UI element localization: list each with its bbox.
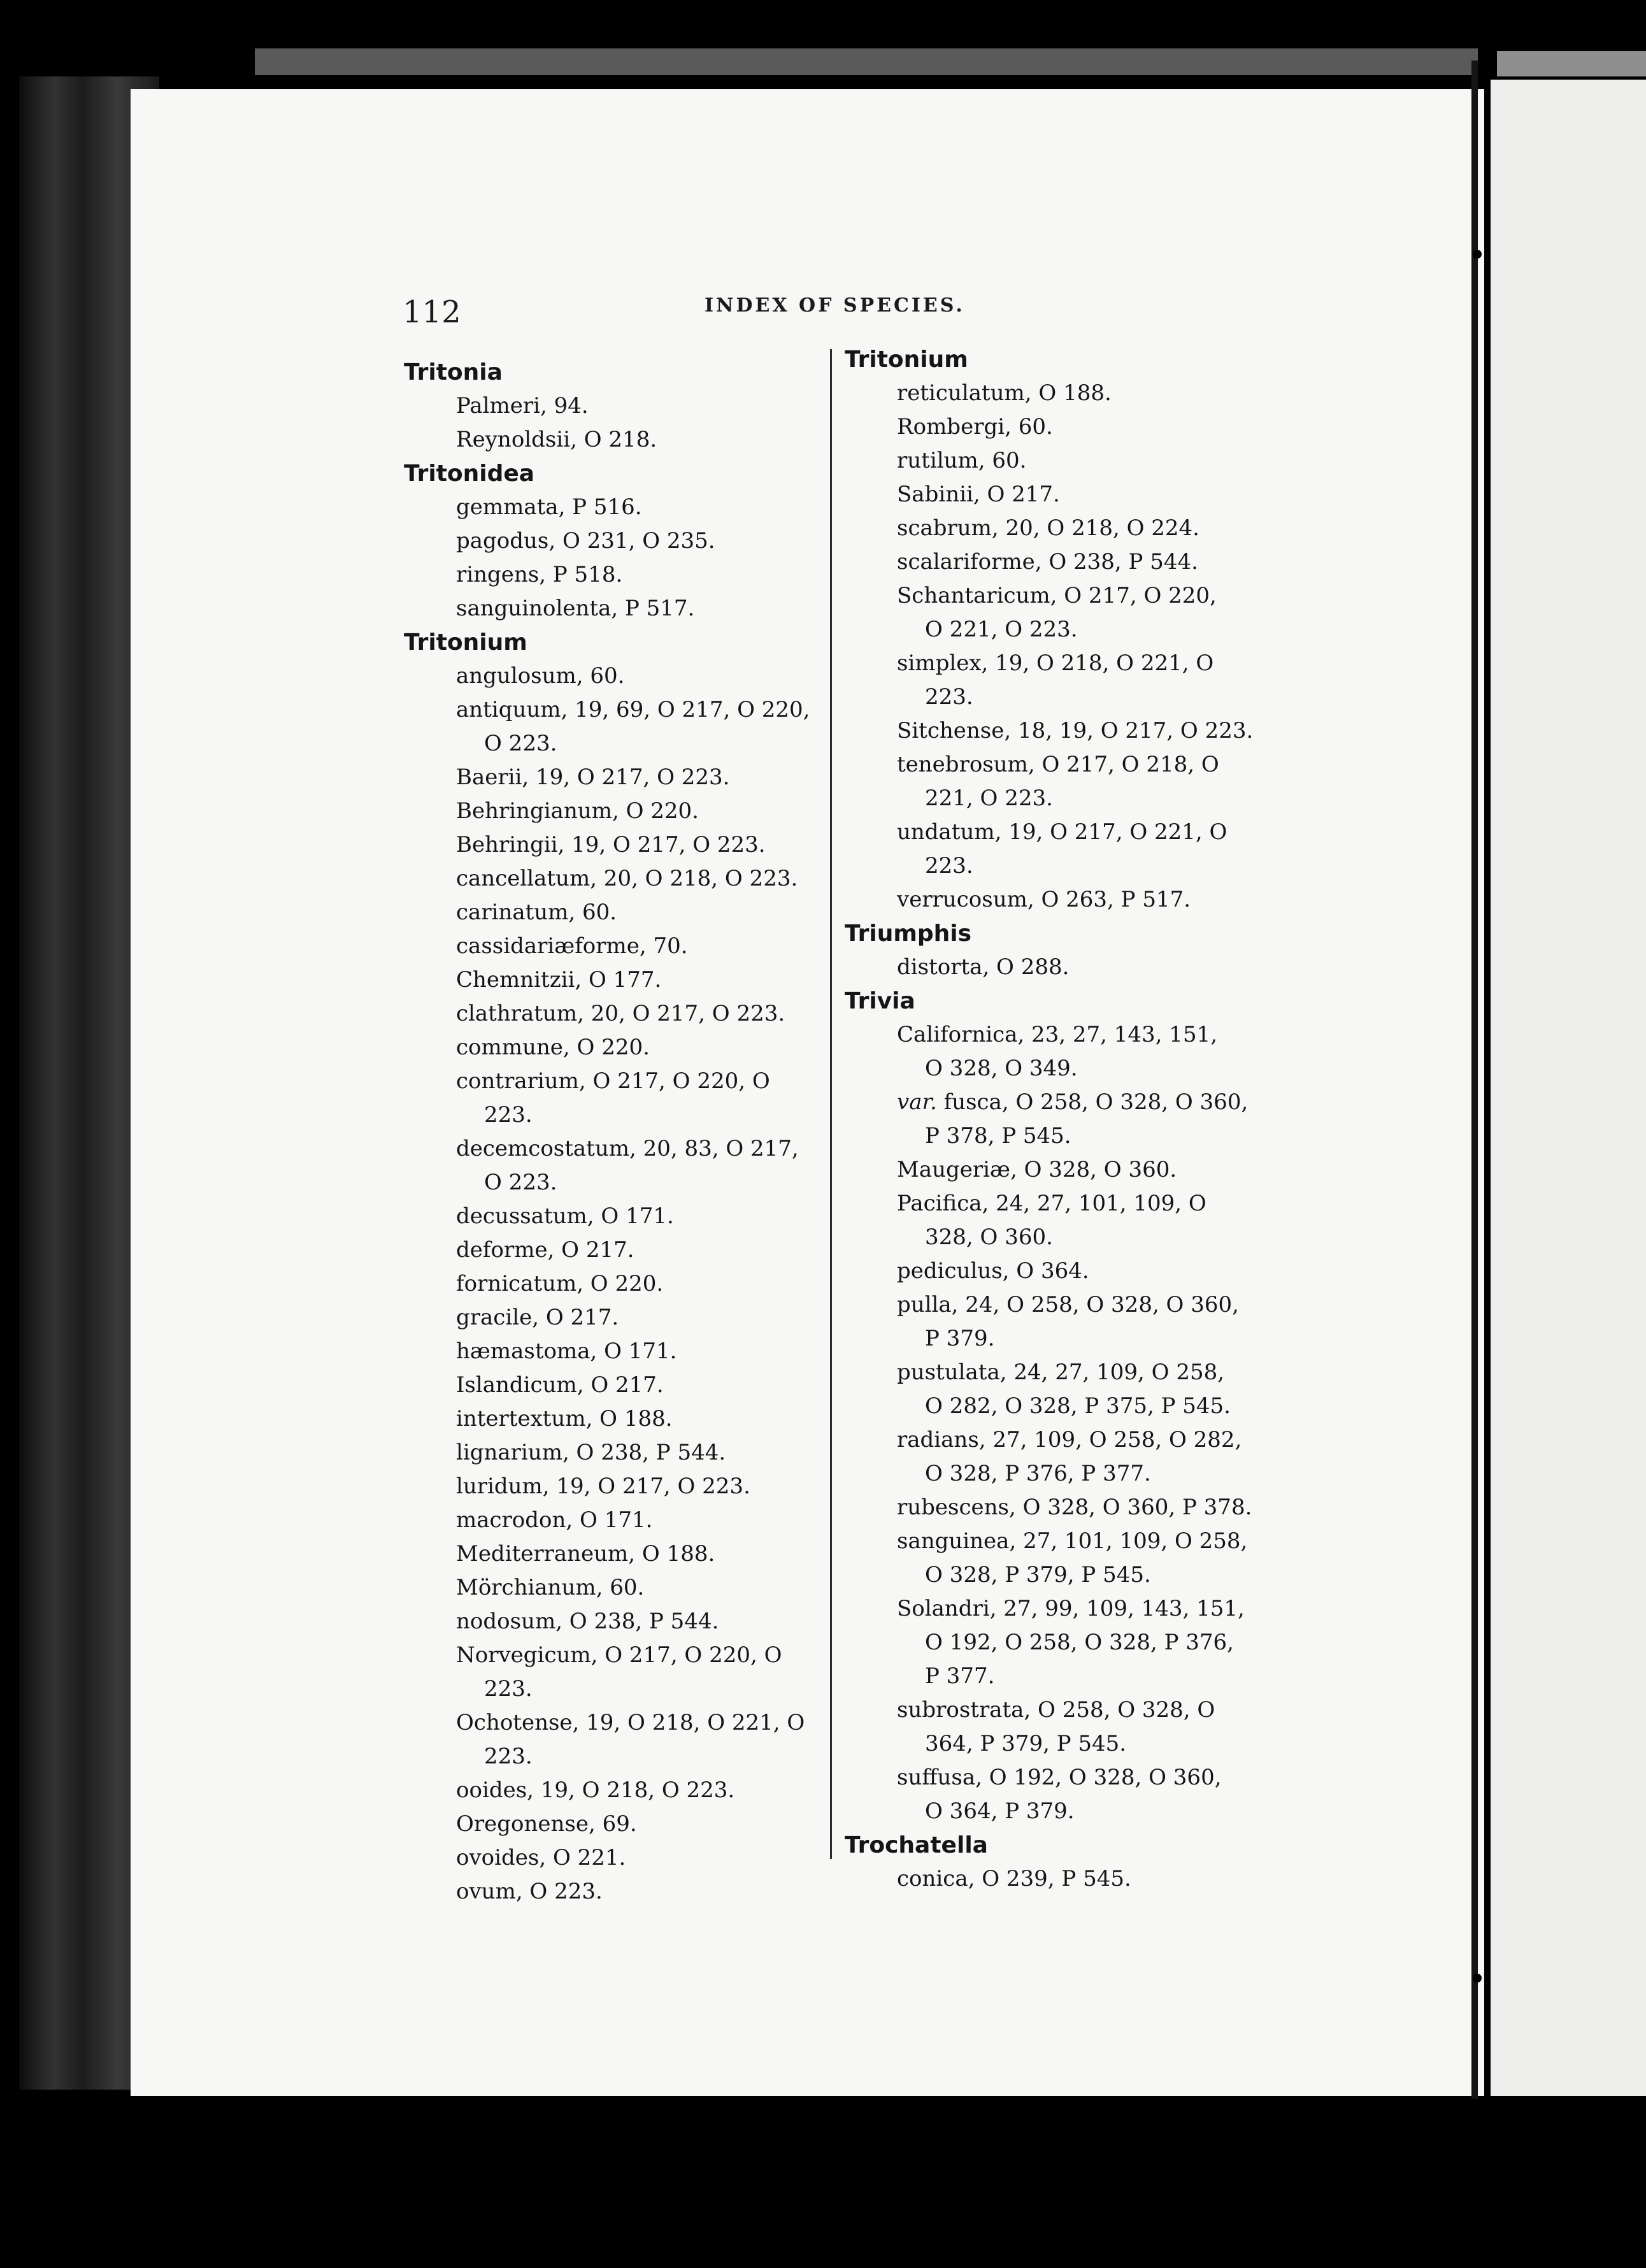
species-entry-continued: O 282, O 328, P 375, P 545. [925, 1393, 1231, 1419]
species-entry: cassidariæforme, 70. [456, 933, 688, 959]
species-entry: cancellatum, 20, O 218, O 223. [456, 866, 798, 891]
species-entry: lignarium, O 238, P 544. [456, 1440, 726, 1465]
species-entry: radians, 27, 109, O 258, O 282, [897, 1427, 1242, 1453]
species-entry: undatum, 19, O 217, O 221, O [897, 819, 1227, 845]
species-entry: intertextum, O 188. [456, 1406, 673, 1432]
species-entry: carinatum, 60. [456, 900, 617, 925]
variety-text: fusca, O 258, O 328, O 360, [943, 1089, 1249, 1115]
species-entry: sanguinolenta, P 517. [456, 596, 695, 621]
genus-heading: Tritonium [845, 347, 968, 373]
species-entry: Norvegicum, O 217, O 220, O [456, 1642, 782, 1668]
species-entry: suffusa, O 192, O 328, O 360, [897, 1765, 1222, 1790]
species-entry-continued: P 378, P 545. [925, 1123, 1071, 1149]
species-entry: Sabinii, O 217. [897, 482, 1060, 507]
species-entry-variety [845, 1086, 1303, 1119]
species-entry: Reynoldsii, O 218. [456, 427, 657, 452]
index-column-right [845, 343, 1303, 1896]
species-entry: Palmeri, 94. [456, 393, 589, 419]
page-edge-mark [1473, 250, 1482, 259]
species-entry: Maugeriæ, O 328, O 360. [897, 1157, 1177, 1182]
species-entry-continued: P 379. [925, 1326, 995, 1351]
species-entry: rubescens, O 328, O 360, P 378. [897, 1495, 1252, 1520]
genus-heading: Tritonia [404, 359, 503, 385]
species-entry: Oregonense, 69. [456, 1811, 637, 1837]
page-edge-shadow [1471, 61, 1478, 2099]
species-entry-continued: O 192, O 258, O 328, P 376, [925, 1630, 1234, 1655]
species-entry-continued: 223. [484, 1102, 533, 1128]
species-entry: Mörchianum, 60. [456, 1575, 645, 1600]
species-entry: ringens, P 518. [456, 562, 623, 587]
species-entry-continued: 328, O 360. [925, 1224, 1053, 1250]
species-entry: Mediterraneum, O 188. [456, 1541, 715, 1567]
species-entry: contrarium, O 217, O 220, O [456, 1068, 770, 1094]
species-entry: rutilum, 60. [897, 448, 1027, 473]
species-entry: decussatum, O 171. [456, 1203, 674, 1229]
species-entry: reticulatum, O 188. [897, 380, 1112, 406]
genus-heading: Triumphis [845, 921, 972, 947]
species-entry: clathratum, 20, O 217, O 223. [456, 1001, 785, 1026]
species-entry: nodosum, O 238, P 544. [456, 1609, 719, 1634]
species-entry-continued: O 223. [484, 1170, 557, 1195]
genus-heading: Tritonium [404, 629, 527, 656]
species-entry-continued: 223. [925, 853, 973, 879]
species-entry: deforme, O 217. [456, 1237, 634, 1263]
scanner-top-shadow [255, 48, 1478, 75]
species-entry: gemmata, P 516. [456, 494, 642, 520]
species-entry: subrostrata, O 258, O 328, O [897, 1697, 1215, 1723]
species-entry-continued: 221, O 223. [925, 786, 1053, 811]
species-entry: pagodus, O 231, O 235. [456, 528, 715, 554]
species-entry: Schantaricum, O 217, O 220, [897, 583, 1217, 608]
species-entry: Ochotense, 19, O 218, O 221, O [456, 1710, 805, 1735]
scanner-top-shadow-right [1497, 51, 1646, 76]
species-entry-continued: O 328, P 376, P 377. [925, 1461, 1151, 1486]
index-column-left [404, 355, 837, 1909]
species-entry-continued: O 221, O 223. [925, 617, 1078, 642]
species-entry-continued: 223. [925, 684, 973, 710]
genus-heading: Trivia [845, 988, 915, 1014]
page-number: 112 [403, 294, 461, 330]
species-entry: Chemnitzii, O 177. [456, 967, 662, 993]
species-entry: antiquum, 19, 69, O 217, O 220, [456, 697, 810, 722]
species-entry: Californica, 23, 27, 143, 151, [897, 1022, 1218, 1047]
species-entry: Behringii, 19, O 217, O 223. [456, 832, 766, 858]
variety-label: var. [897, 1089, 937, 1115]
species-entry: gracile, O 217. [456, 1305, 619, 1330]
facing-page-edge [1491, 80, 1646, 2096]
species-entry-continued: 223. [484, 1676, 533, 1702]
species-entry: verrucosum, O 263, P 517. [897, 887, 1191, 912]
species-entry: Solandri, 27, 99, 109, 143, 151, [897, 1596, 1245, 1621]
species-entry: luridum, 19, O 217, O 223. [456, 1474, 750, 1499]
page-edge-mark [1473, 1974, 1482, 1983]
species-entry: scalariforme, O 238, P 544. [897, 549, 1198, 575]
species-entry: angulosum, 60. [456, 663, 625, 689]
species-entry-continued: O 364, P 379. [925, 1798, 1075, 1824]
page-title: INDEX OF SPECIES. [705, 294, 965, 317]
species-entry: ooides, 19, O 218, O 223. [456, 1777, 735, 1803]
species-entry-continued: 223. [484, 1744, 533, 1769]
species-entry-continued: O 328, P 379, P 545. [925, 1562, 1151, 1588]
species-entry: macrodon, O 171. [456, 1507, 653, 1533]
species-entry: decemcostatum, 20, 83, O 217, [456, 1136, 799, 1161]
species-entry-continued: O 328, O 349. [925, 1056, 1078, 1081]
species-entry: pediculus, O 364. [897, 1258, 1089, 1284]
species-entry: sanguinea, 27, 101, 109, O 258, [897, 1528, 1248, 1554]
species-entry: Islandicum, O 217. [456, 1372, 664, 1398]
species-entry: commune, O 220. [456, 1035, 650, 1060]
species-entry: ovoides, O 221. [456, 1845, 626, 1870]
species-entry: scabrum, 20, O 218, O 224. [897, 515, 1199, 541]
species-entry: simplex, 19, O 218, O 221, O [897, 650, 1214, 676]
species-entry: Sitchense, 18, 19, O 217, O 223. [897, 718, 1254, 743]
genus-heading: Trochatella [845, 1832, 988, 1858]
species-entry: fornicatum, O 220. [456, 1271, 664, 1296]
species-entry: pulla, 24, O 258, O 328, O 360, [897, 1292, 1239, 1317]
species-entry: Rombergi, 60. [897, 414, 1053, 440]
species-entry: hæmastoma, O 171. [456, 1339, 677, 1364]
species-entry-continued: O 223. [484, 731, 557, 756]
species-entry: distorta, O 288. [897, 954, 1070, 980]
species-entry: Behringianum, O 220. [456, 798, 699, 824]
species-entry: tenebrosum, O 217, O 218, O [897, 752, 1219, 777]
species-entry: pustulata, 24, 27, 109, O 258, [897, 1360, 1225, 1385]
genus-heading: Tritonidea [404, 461, 535, 487]
species-entry-continued: 364, P 379, P 545. [925, 1731, 1127, 1756]
species-entry: ovum, O 223. [456, 1879, 603, 1904]
species-entry: conica, O 239, P 545. [897, 1866, 1131, 1891]
species-entry-continued: P 377. [925, 1663, 995, 1689]
species-entry: Pacifica, 24, 27, 101, 109, O [897, 1191, 1206, 1216]
species-entry: Baerii, 19, O 217, O 223. [456, 764, 730, 790]
